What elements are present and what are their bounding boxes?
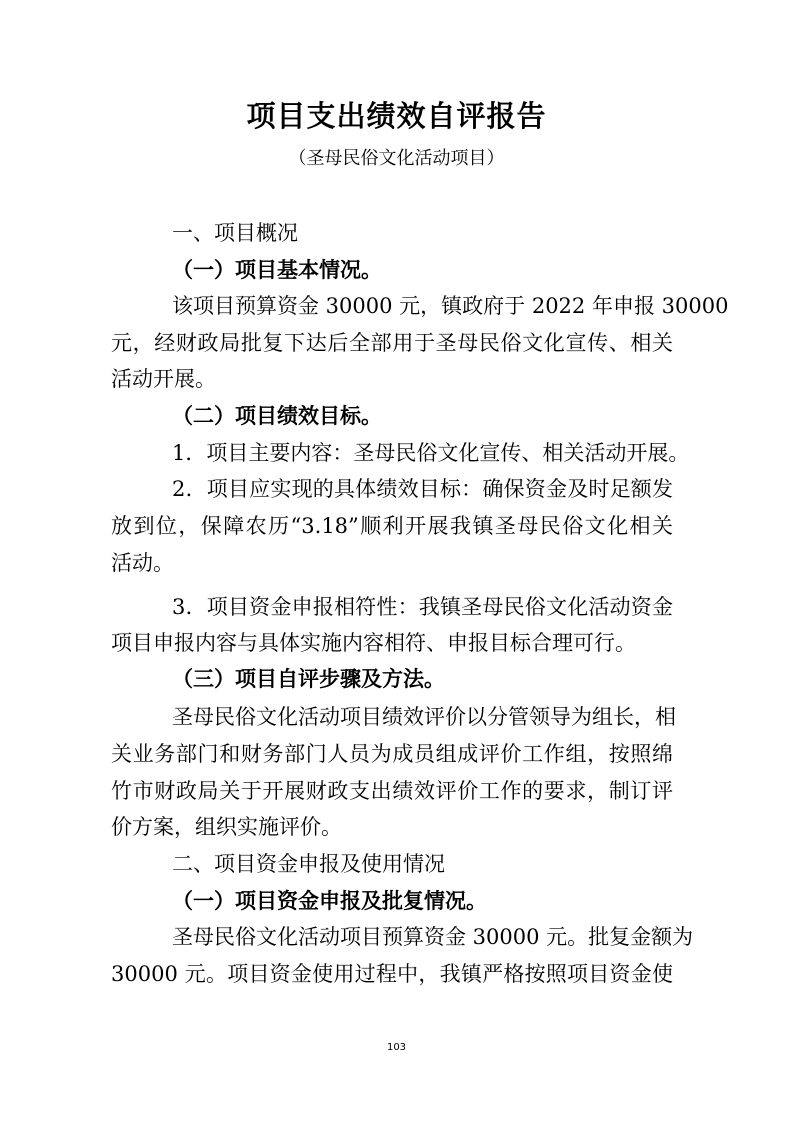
- subsection-heading-basic-info: （一）项目基本情况。: [172, 258, 382, 282]
- paragraph-line: 关业务部门和财务部门人员为成员组成评价工作组，按照绵: [111, 742, 673, 766]
- paragraph-line: 30000 元。项目资金使用过程中，我镇严格按照项目资金使: [111, 962, 673, 986]
- paragraph-line: 圣母民俗文化活动项目预算资金 30000 元。批复金额为: [172, 925, 694, 949]
- paragraph-line: 活动开展。: [111, 367, 216, 391]
- paragraph-line: 价方案，组织实施评价。: [111, 815, 342, 839]
- paragraph-line: 放到位，保障农历“3.18”顺利开展我镇圣母民俗文化相关: [111, 514, 673, 538]
- report-title: 项目支出绩效自评报告: [246, 99, 547, 133]
- paragraph-line: 活动。: [111, 551, 174, 575]
- section-heading-project-overview: 一、项目概况: [172, 221, 298, 245]
- subsection-heading-evaluation-method: （三）项目自评步骤及方法。: [172, 667, 445, 691]
- paragraph-line: 竹市财政局关于开展财政支出绩效评价工作的要求，制订评: [111, 779, 673, 803]
- paragraph-line: 3．项目资金申报相符性：我镇圣母民俗文化活动资金: [172, 595, 673, 619]
- paragraph-line: 元，经财政局批复下达后全部用于圣母民俗文化宣传、相关: [111, 331, 673, 355]
- paragraph-line: 1．项目主要内容：圣母民俗文化宣传、相关活动开展。: [172, 441, 690, 465]
- subsection-heading-performance-goals: （二）项目绩效目标。: [172, 404, 382, 428]
- section-heading-funding: 二、项目资金申报及使用情况: [172, 852, 445, 876]
- paragraph-line: 2．项目应实现的具体绩效目标：确保资金及时足额发: [172, 477, 673, 501]
- paragraph-line: 项目申报内容与具体实施内容相符、申报目标合理可行。: [111, 631, 636, 655]
- subsection-heading-application-approval: （一）项目资金申报及批复情况。: [172, 889, 487, 913]
- paragraph-line: 圣母民俗文化活动项目绩效评价以分管领导为组长，相: [172, 705, 676, 729]
- page-number: 103: [386, 1042, 407, 1053]
- paragraph-line: 该项目预算资金 30000 元，镇政府于 2022 年申报 30000: [172, 294, 729, 318]
- report-subtitle: （圣母民俗文化活动项目）: [288, 148, 505, 169]
